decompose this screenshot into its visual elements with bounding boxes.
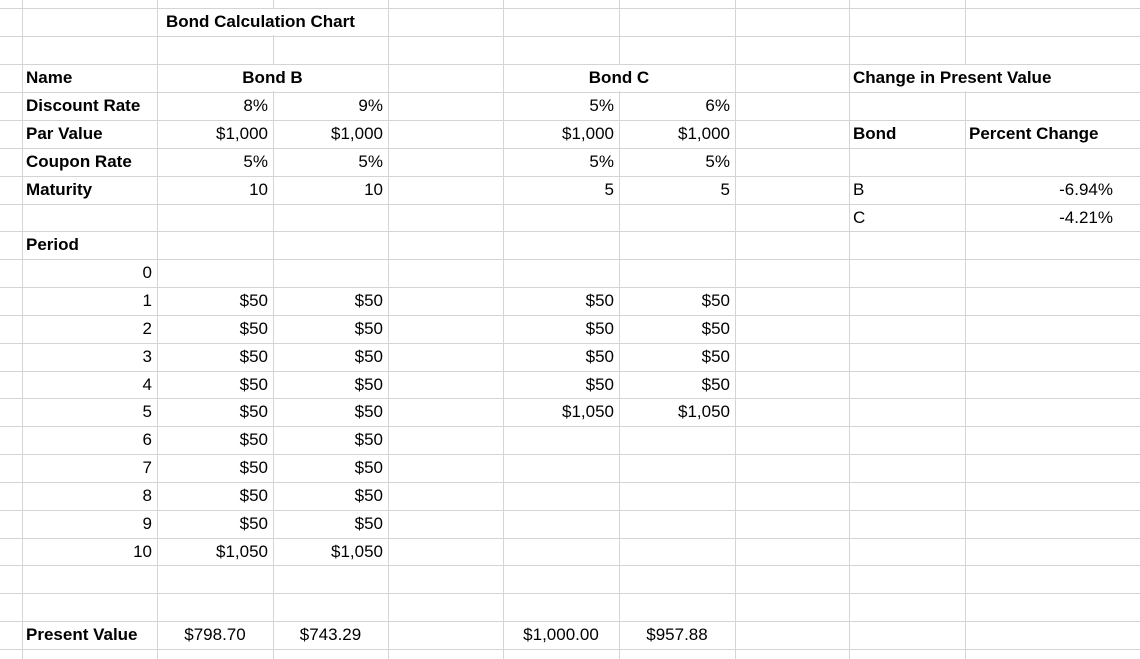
bond-c-maturity-2[interactable]: 5 <box>720 180 730 199</box>
bond-b-cash-flow-1[interactable] <box>157 259 273 287</box>
bond-b-present-value-1[interactable]: $798.70 <box>184 625 246 644</box>
period-number[interactable]: 10 <box>133 542 152 561</box>
bond-c-cash-flow-1[interactable]: $50 <box>585 319 614 338</box>
bond-b-cash-flow-1[interactable]: $50 <box>239 402 268 421</box>
label-discount-rate[interactable]: Discount Rate <box>26 96 141 115</box>
period-number[interactable]: 0 <box>142 263 152 282</box>
grid-column-line <box>849 0 850 659</box>
bond-b-par-value-1[interactable]: $1,000 <box>216 124 268 143</box>
bond-b-cash-flow-2[interactable]: $50 <box>354 375 383 394</box>
bond-b-discount-rate-1[interactable]: 8% <box>243 96 268 115</box>
bond-c-cash-flow-2[interactable] <box>619 510 735 538</box>
bond-c-par-value-1[interactable]: $1,000 <box>562 124 614 143</box>
bond-b-par-value-2[interactable]: $1,000 <box>331 124 383 143</box>
period-number[interactable]: 4 <box>142 375 152 394</box>
grid-row-line <box>0 593 1140 594</box>
bond-b-cash-flow-2[interactable]: $50 <box>354 402 383 421</box>
bond-c-cash-flow-1[interactable]: $1,050 <box>562 402 614 421</box>
bond-c-cash-flow-2[interactable]: $50 <box>701 319 730 338</box>
bond-c-cash-flow-2[interactable]: $50 <box>701 347 730 366</box>
bond-c-present-value-1[interactable]: $1,000.00 <box>523 625 599 644</box>
change-col-bond-header[interactable]: Bond <box>853 124 897 143</box>
label-coupon-rate[interactable]: Coupon Rate <box>26 152 132 171</box>
bond-b-coupon-rate-1[interactable]: 5% <box>243 152 268 171</box>
grid-column-line <box>388 0 389 659</box>
bond-b-cash-flow-1[interactable]: $50 <box>239 319 268 338</box>
change-row-pct-b[interactable]: -6.94% <box>1059 180 1113 199</box>
bond-b-cash-flow-1[interactable]: $1,050 <box>216 542 268 561</box>
bond-c-cash-flow-1[interactable] <box>503 426 619 454</box>
period-number[interactable]: 1 <box>142 291 152 310</box>
bond-c-cash-flow-2[interactable]: $50 <box>701 291 730 310</box>
bond-b-cash-flow-2[interactable]: $50 <box>354 347 383 366</box>
change-col-pct-header[interactable]: Percent Change <box>969 124 1099 143</box>
bond-c-name[interactable]: Bond C <box>588 68 650 87</box>
period-number[interactable]: 2 <box>142 319 152 338</box>
label-name[interactable]: Name <box>26 68 73 87</box>
bond-c-cash-flow-1[interactable] <box>503 259 619 287</box>
bond-b-cash-flow-2[interactable]: $50 <box>354 458 383 477</box>
bond-c-discount-rate-1[interactable]: 5% <box>589 96 614 115</box>
bond-b-cash-flow-1[interactable]: $50 <box>239 458 268 477</box>
period-number[interactable]: 6 <box>142 430 152 449</box>
bond-b-present-value-2[interactable]: $743.29 <box>299 625 362 644</box>
bond-b-cash-flow-2[interactable]: $50 <box>354 319 383 338</box>
bond-b-cash-flow-2[interactable]: $50 <box>354 486 383 505</box>
bond-b-cash-flow-1[interactable]: $50 <box>239 347 268 366</box>
bond-c-cash-flow-1[interactable]: $50 <box>585 375 614 394</box>
label-maturity[interactable]: Maturity <box>26 180 93 199</box>
grid-row-line <box>0 36 1140 37</box>
bond-c-coupon-rate-1[interactable]: 5% <box>589 152 614 171</box>
bond-c-cash-flow-2[interactable]: $50 <box>701 375 730 394</box>
bond-c-discount-rate-2[interactable]: 6% <box>705 96 730 115</box>
bond-c-cash-flow-2[interactable] <box>619 259 735 287</box>
bond-c-cash-flow-1[interactable]: $50 <box>585 291 614 310</box>
bond-c-cash-flow-2[interactable] <box>619 538 735 566</box>
bond-c-cash-flow-2[interactable] <box>619 454 735 482</box>
bond-c-par-value-2[interactable]: $1,000 <box>678 124 730 143</box>
label-par-value[interactable]: Par Value <box>26 124 103 143</box>
change-row-bond-b[interactable]: B <box>853 180 865 199</box>
period-number[interactable]: 8 <box>142 486 152 505</box>
period-number[interactable]: 7 <box>142 458 152 477</box>
bond-b-cash-flow-2[interactable]: $1,050 <box>331 542 383 561</box>
bond-c-cash-flow-2[interactable] <box>619 482 735 510</box>
bond-b-cash-flow-2[interactable] <box>273 259 388 287</box>
bond-b-cash-flow-2[interactable]: $50 <box>354 514 383 533</box>
bond-b-cash-flow-2[interactable]: $50 <box>354 291 383 310</box>
change-section-title[interactable]: Change in Present Value <box>853 68 1052 87</box>
bond-c-cash-flow-2[interactable] <box>619 426 735 454</box>
bond-c-cash-flow-1[interactable] <box>503 454 619 482</box>
bond-c-present-value-2[interactable]: $957.88 <box>646 625 708 644</box>
bond-b-cash-flow-1[interactable]: $50 <box>239 375 268 394</box>
bond-b-cash-flow-1[interactable]: $50 <box>239 514 268 533</box>
bond-c-maturity-1[interactable]: 5 <box>604 180 614 199</box>
bond-b-maturity-1[interactable]: 10 <box>249 180 268 199</box>
bond-c-cash-flow-1[interactable] <box>503 482 619 510</box>
sheet-title[interactable]: Bond Calculation Chart <box>166 12 355 31</box>
grid-column-line <box>735 0 736 659</box>
bond-b-cash-flow-1[interactable]: $50 <box>239 486 268 505</box>
bond-b-maturity-2[interactable]: 10 <box>364 180 383 199</box>
bond-c-cash-flow-1[interactable] <box>503 510 619 538</box>
bond-c-cash-flow-1[interactable]: $50 <box>585 347 614 366</box>
grid-column-line <box>965 0 966 659</box>
grid-row-line <box>0 649 1140 650</box>
change-row-bond-c[interactable]: C <box>853 208 866 227</box>
bond-b-coupon-rate-2[interactable]: 5% <box>358 152 383 171</box>
period-number[interactable]: 9 <box>142 514 152 533</box>
label-period[interactable]: Period <box>26 235 79 254</box>
bond-b-name[interactable]: Bond B <box>242 68 303 87</box>
bond-c-cash-flow-2[interactable]: $1,050 <box>678 402 730 421</box>
bond-c-coupon-rate-2[interactable]: 5% <box>705 152 730 171</box>
bond-b-cash-flow-1[interactable]: $50 <box>239 291 268 310</box>
change-row-pct-c[interactable]: -4.21% <box>1059 208 1113 227</box>
bond-b-cash-flow-2[interactable]: $50 <box>354 430 383 449</box>
bond-b-discount-rate-2[interactable]: 9% <box>358 96 383 115</box>
bond-c-cash-flow-1[interactable] <box>503 538 619 566</box>
period-number[interactable]: 3 <box>142 347 152 366</box>
period-number[interactable]: 5 <box>142 402 152 421</box>
label-present-value[interactable]: Present Value <box>26 625 138 644</box>
bond-b-cash-flow-1[interactable]: $50 <box>239 430 268 449</box>
